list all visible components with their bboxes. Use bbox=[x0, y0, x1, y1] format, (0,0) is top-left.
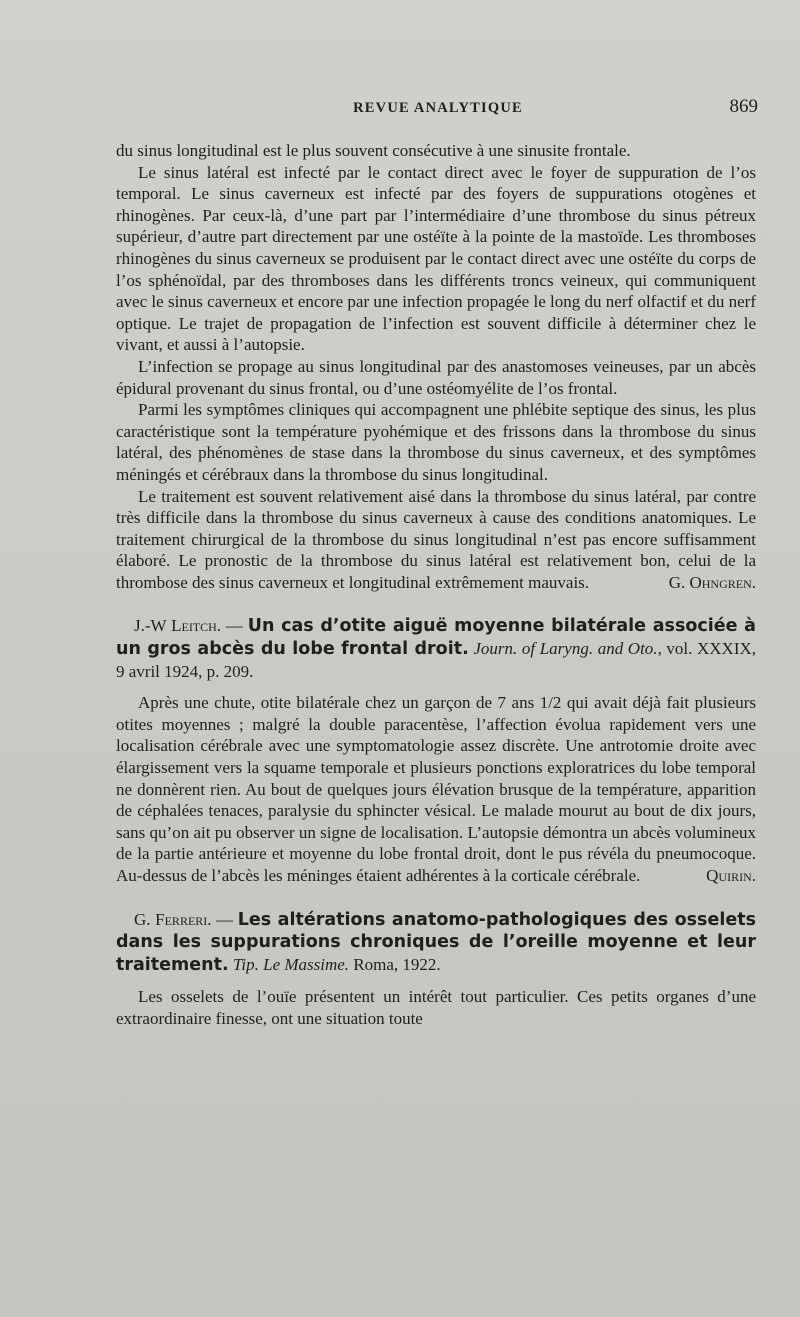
reviewer-signature: G. Ohngren. bbox=[668, 572, 756, 592]
entry-body bbox=[116, 692, 756, 886]
entry-title: Les altérations anatomo-pathologiques des osselets dans les suppurations chroniques de l’oreille moyenne et leur traitement. bbox=[116, 909, 756, 975]
entry-heading bbox=[116, 615, 756, 682]
entry-journal: Journ. of Laryng. and Oto. bbox=[473, 639, 658, 659]
entry-dash: — bbox=[221, 616, 248, 636]
entry-heading bbox=[116, 909, 756, 977]
entry-title: Un cas d’otite aiguë moyenne bilatérale associée à un gros abcès du lobe frontal droit. bbox=[116, 616, 756, 660]
paragraph-text: Le traitement est souvent relativement aisé dans la thrombose du sinus latéral, par contre très difficile dans la thrombose du sinus caverneux à cause des conditions anatomiques. Le traitement chirurgical de la thrombose du sinus longitudinal n’est pas encore suffisamment élaboré. Le pronostic de la thrombose du sinus latéral est relativement bon, celui de la thrombose des sinus caverneux et longitudinal extrêmement mauvais. bbox=[116, 486, 756, 592]
page-number: 869 bbox=[729, 96, 758, 117]
abstract-entry bbox=[116, 615, 756, 886]
abstract-entry bbox=[116, 909, 756, 1030]
running-title: REVUE ANALYTIQUE bbox=[353, 100, 523, 116]
paragraph: du sinus longitudinal est le plus souvent consécutive à une sinusite frontale. bbox=[116, 141, 631, 160]
entry-body: Les osselets de l’ouïe présentent un intérêt tout particulier. Ces petits organes d’une extraordinaire finesse, ont une situation toute bbox=[116, 987, 756, 1028]
paragraph: Parmi les symptômes cliniques qui accompagnent une phlébite septique des sinus, les plus caractéristique sont la température pyohémique et des frissons dans la thrombose du sinus latéral, des phénomènes de stase dans la thrombose du sinus caverneux, et des symptômes méningés et cérébraux dans la thrombose du sinus longitudinal. bbox=[116, 400, 756, 484]
entry-author: J.-W Leitch. bbox=[134, 616, 222, 636]
entry-journal: Tip. Le Massime. bbox=[232, 954, 350, 974]
entry-body-text: Après une chute, otite bilatérale chez un garçon de 7 ans 1/2 qui avait déjà fait plusieurs otites moyennes ; malgré la double paracentèse, l’affection évolua rapidement vers une localisation cérébrale avec une symptomatologie assez discrète. Une antrotomie droite avec élargissement vers la squame temporale et plusieurs ponctions exploratrices du lobe temporal ne donnèrent rien. Au bout de quelques jours élévation brusque de la température, apparition de céphalées tenaces, paralysie du sphincter vésical. Le malade mourut au bout de dix jours, sans qu’on ait pu observer un signe de localisation. L’autopsie démontra un abcès volumineux de la partie antérieure et moyenne du lobe frontal droit, dont le pus révéla du pneumocoque. Au-dessus de l’abcès les méninges étaient adhérentes à la corticale cérébrale. bbox=[116, 693, 756, 885]
entry-citation: , vol. XXXIX, 9 avril 1924, p. 209. bbox=[116, 639, 757, 681]
paragraph: Le sinus latéral est infecté par le contact direct avec le foyer de suppuration de l’os temporal. Le sinus caverneux est infecté par des foyers de suppurations otogènes et rhinogènes. Par ceux-là, d’une part par l’intermédiaire d’une thrombose du sinus pétreux supérieur, d’autre part directement par une ostéïte à la pointe de la mastoïde. Les thromboses rhinogènes du sinus caverneux se produisent par le contact direct avec une ostéïte du corps de l’os sphénoïdal, par des thromboses dans les différents troncs veineux, qui communiquent avec le sinus caverneux et encore par une infection propagée le long du nerf olfactif et du nerf optique. Le trajet de propagation de l’infection est souvent difficile à déterminer chez le vivant, et aussi à l’autopsie. bbox=[116, 162, 756, 355]
article-text bbox=[116, 140, 756, 1030]
entry-citation: Roma, 1922. bbox=[349, 954, 441, 974]
paragraph bbox=[116, 486, 756, 594]
reviewer-signature: Quirin. bbox=[706, 866, 756, 885]
paragraph: L’infection se propage au sinus longitudinal par des anastomoses veineuses, par un abcès épidural provenant du sinus frontal, ou d’une ostéomyélite de l’os frontal. bbox=[116, 356, 756, 398]
entry-author: G. Ferreri. bbox=[134, 909, 212, 929]
page-header bbox=[118, 96, 758, 120]
entry-dash: — bbox=[211, 909, 238, 929]
